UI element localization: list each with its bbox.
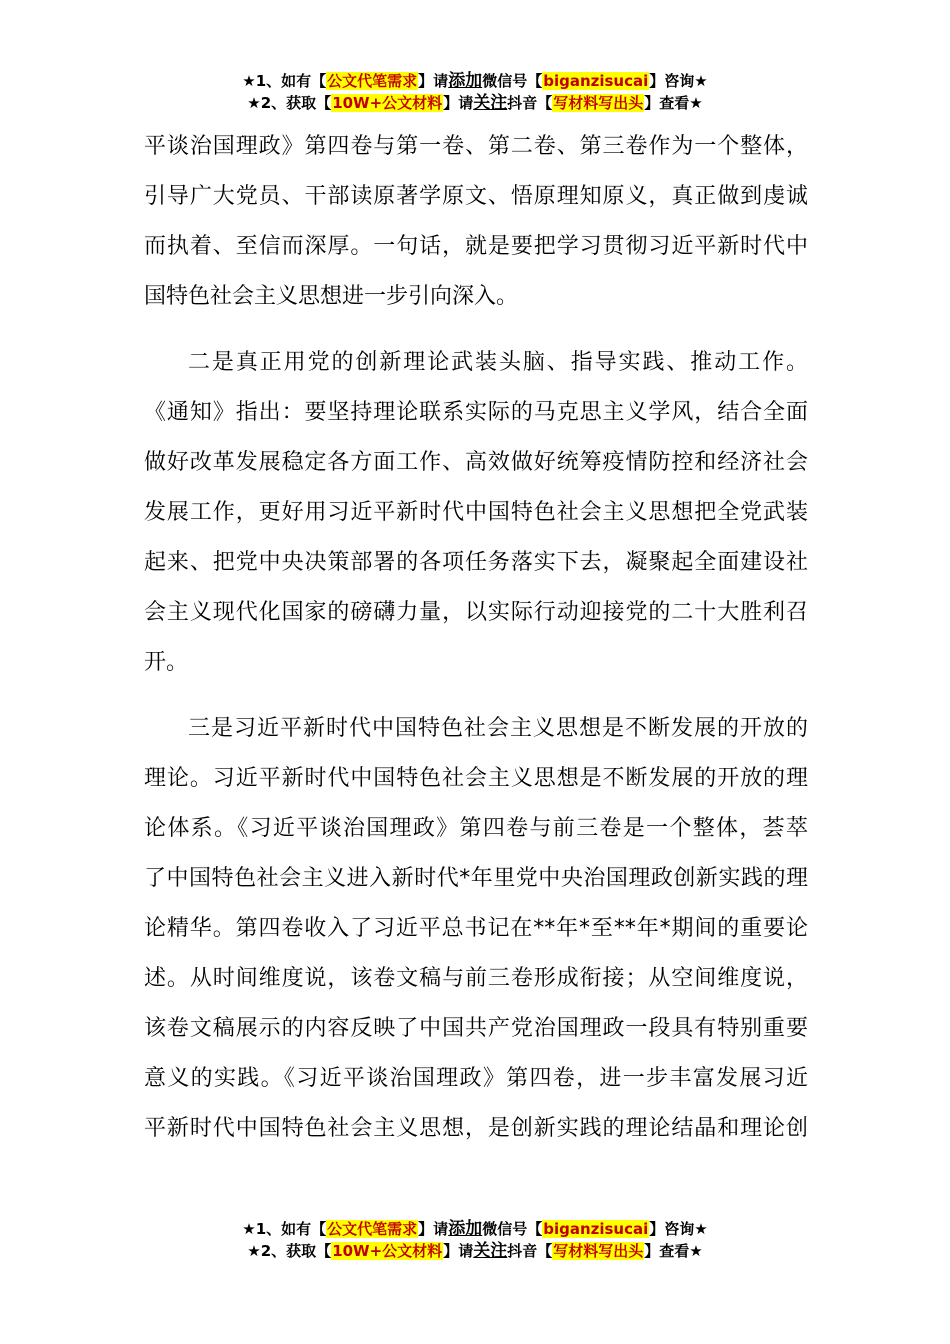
paragraph-line: 三是习近平新时代中国特色社会主义思想是不断发展的开放的 [188,716,808,741]
banner-line-1 [0,1218,950,1240]
banner-line2-highlight-materials: 10W+公文材料 [332,94,443,112]
paragraph-line: 国特色社会主义思想进一步引向深入。 [144,284,519,309]
paragraph-line: 发展工作，更好用习近平新时代中国特色社会主义思想把全党武装 [144,500,808,525]
banner-line2-suffix: 】查看★ [644,1242,703,1260]
banner-line2-prefix: ★2、获取【 [247,1242,332,1260]
banner-line2-mid2: 抖音【 [507,1242,553,1260]
paragraph-line: 意义的实践。《习近平谈治国理政》第四卷，进一步丰富发展习近 [144,1066,808,1091]
banner-line2-emphasis: 关注 [473,1241,508,1261]
banner-line1-highlight-service: 公文代笔需求 [327,72,418,90]
paragraph-line: 起来、把党中央决策部署的各项任务落实下去，凝聚起全面建设社 [144,550,808,575]
banner-line1-highlight-service: 公文代笔需求 [327,1220,418,1238]
paragraph-line: 理论。习近平新时代中国特色社会主义思想是不断发展的开放的理 [144,766,808,791]
banner-line1-mid2: 微信号【 [482,72,543,90]
paragraph-line: 述。从时间维度说，该卷文稿与前三卷形成衔接；从空间维度说， [144,966,808,991]
banner-line2-prefix: ★2、获取【 [247,94,332,112]
document-body [144,122,808,1154]
banner-line-2 [0,92,950,114]
paragraph-3 [144,704,808,1154]
banner-line2-highlight-douyin: 写材料写出头 [553,94,644,112]
paragraph-line: 开。 [144,650,189,675]
paragraph-line: 二是真正用党的创新理论武装头脑、指导实践、推动工作。 [188,350,808,375]
banner-line1-mid1: 】请 [418,1220,449,1238]
paragraph-line: 会主义现代化国家的磅礴力量，以实际行动迎接党的二十大胜利召 [144,600,808,625]
banner-line1-prefix: ★1、如有【 [242,72,327,90]
banner-line1-prefix: ★1、如有【 [242,1220,327,1238]
footer-banner [0,1218,950,1262]
paragraph-2 [144,338,808,688]
banner-line2-highlight-douyin: 写材料写出头 [553,1242,644,1260]
banner-line1-emphasis: 添加 [448,1219,483,1239]
banner-line1-mid1: 】请 [418,72,449,90]
banner-line2-emphasis: 关注 [473,93,508,113]
paragraph-line: 论精华。第四卷收入了习近平总书记在**年*至**年*期间的重要论 [144,916,808,941]
paragraph-line: 而执着、至信而深厚。一句话，就是要把学习贯彻习近平新时代中 [144,234,808,259]
banner-line-1 [0,70,950,92]
banner-line1-emphasis: 添加 [448,71,483,91]
banner-line1-suffix: 】咨询★ [649,72,708,90]
paragraph-line: 了中国特色社会主义进入新时代*年里党中央治国理政创新实践的理 [144,866,808,891]
banner-line-2 [0,1240,950,1262]
paragraph-1 [144,122,808,322]
banner-line1-highlight-wechat: biganzisucai [543,72,649,90]
banner-line2-highlight-materials: 10W+公文材料 [332,1242,443,1260]
header-banner [0,70,950,114]
paragraph-line: 做好改革发展稳定各方面工作、高效做好统筹疫情防控和经济社会 [144,450,808,475]
paragraph-line: 引导广大党员、干部读原著学原文、悟原理知原义，真正做到虔诚 [144,184,808,209]
banner-line2-mid1: 】请 [443,1242,474,1260]
banner-line1-suffix: 】咨询★ [649,1220,708,1238]
banner-line1-highlight-wechat: biganzisucai [543,1220,649,1238]
paragraph-line: 该卷文稿展示的内容反映了中国共产党治国理政一段具有特别重要 [144,1016,808,1041]
paragraph-line: 平谈治国理政》第四卷与第一卷、第二卷、第三卷作为一个整体， [144,134,808,159]
banner-line1-mid2: 微信号【 [482,1220,543,1238]
banner-line2-suffix: 】查看★ [644,94,703,112]
banner-line2-mid1: 】请 [443,94,474,112]
paragraph-line: 论体系。《习近平谈治国理政》第四卷与前三卷是一个整体，荟萃 [144,816,808,841]
paragraph-line: 《通知》指出：要坚持理论联系实际的马克思主义学风，结合全面 [144,400,808,425]
banner-line2-mid2: 抖音【 [507,94,553,112]
paragraph-line: 平新时代中国特色社会主义思想，是创新实践的理论结晶和理论创 [144,1116,808,1141]
